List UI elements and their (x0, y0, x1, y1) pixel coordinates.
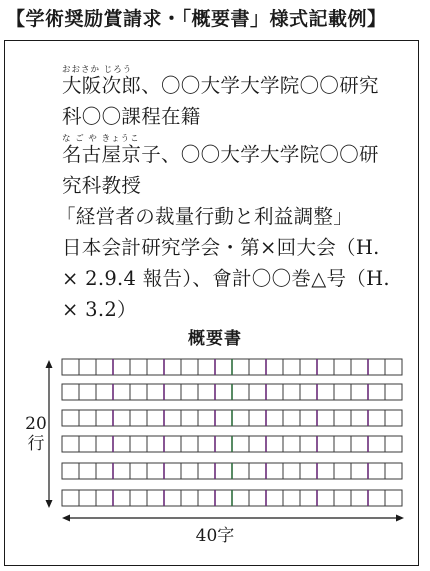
grid-cell (283, 463, 300, 479)
grid-cell (164, 436, 181, 452)
grid-cell (232, 384, 249, 400)
page-heading: 【学術奨励賞請求・「概要書」様式記載例】 (6, 8, 387, 30)
grid-cell (385, 359, 402, 375)
grid-cell (334, 436, 351, 452)
grid-cell (385, 463, 402, 479)
grid-cell (113, 384, 130, 400)
grid-cell (181, 384, 198, 400)
grid-cell (198, 490, 215, 506)
grid-cell (130, 359, 147, 375)
grid-cell (164, 359, 181, 375)
grid-cell (215, 436, 232, 452)
grid-cell (266, 410, 283, 426)
grid-cell (249, 436, 266, 452)
grid-cell (147, 384, 164, 400)
grid-cell (232, 490, 249, 506)
publication-line1: 日本会計研究学会・第×回大会（H. (62, 236, 380, 259)
grid-cell (283, 359, 300, 375)
grid-cell (62, 436, 79, 452)
grid-cell (79, 436, 96, 452)
grid-cell (79, 359, 96, 375)
grid-cell (283, 490, 300, 506)
grid-cell (181, 463, 198, 479)
grid-cell (317, 410, 334, 426)
grid-cell (283, 436, 300, 452)
publication-line2: × 2.9.4 報告）、會計〇〇巻△号（H. (62, 267, 390, 290)
grid-cell (130, 410, 147, 426)
grid-cell (198, 359, 215, 375)
grid-cell (113, 490, 130, 506)
grid-cell (147, 436, 164, 452)
grid-cell (317, 463, 334, 479)
grid-cell (300, 384, 317, 400)
rows-unit-label: 行 (27, 434, 45, 454)
grid-cell (215, 359, 232, 375)
grid-cell (368, 359, 385, 375)
grid-cell (96, 410, 113, 426)
grid-cell (368, 463, 385, 479)
grid-cell (198, 384, 215, 400)
grid-cell (62, 463, 79, 479)
grid-cell (334, 359, 351, 375)
grid-cell (351, 490, 368, 506)
grid-cell (62, 384, 79, 400)
grid-cell (62, 359, 79, 375)
grid-cell (130, 436, 147, 452)
grid-cell (147, 463, 164, 479)
grid-cell (113, 410, 130, 426)
grid-cell (368, 410, 385, 426)
grid-cell (215, 384, 232, 400)
grid-cell (215, 490, 232, 506)
grid-cell (215, 410, 232, 426)
grid-cell (368, 490, 385, 506)
grid-cell (96, 490, 113, 506)
grid-cells (62, 359, 402, 506)
grid-cell (232, 359, 249, 375)
grid-cell (198, 410, 215, 426)
author1-ruby: おおさか じろう (62, 65, 133, 75)
grid-cell (164, 463, 181, 479)
grid-cell (334, 410, 351, 426)
grid-cell (198, 463, 215, 479)
grid-cell (79, 410, 96, 426)
grid-cell (334, 490, 351, 506)
grid-cell (181, 359, 198, 375)
grid-cell (164, 410, 181, 426)
grid-cell (351, 384, 368, 400)
paper-title: 「経営者の裁量行動と利益調整」 (56, 205, 354, 228)
author1-line1: 大阪次郎、〇〇大学大学院〇〇研究 (62, 74, 379, 97)
grid-cell (232, 410, 249, 426)
grid-cell (96, 436, 113, 452)
summary-title: 概要書 (188, 329, 242, 349)
grid-cell (249, 359, 266, 375)
grid-cell (215, 463, 232, 479)
grid-cell (181, 490, 198, 506)
grid-cell (147, 359, 164, 375)
grid-cell (266, 463, 283, 479)
grid-cell (147, 410, 164, 426)
grid-cell (249, 410, 266, 426)
grid-cell (351, 359, 368, 375)
grid-cell (130, 490, 147, 506)
grid-cell (351, 410, 368, 426)
grid-cell (385, 436, 402, 452)
grid-cell (385, 410, 402, 426)
author2-ruby: な ご や きょうこ (62, 134, 140, 144)
grid-cell (96, 359, 113, 375)
grid-cell (385, 384, 402, 400)
grid-cell (113, 359, 130, 375)
grid-cell (266, 384, 283, 400)
grid-cell (266, 436, 283, 452)
grid-cell (79, 463, 96, 479)
grid-cell (266, 490, 283, 506)
grid-cell (232, 463, 249, 479)
grid-cell (300, 359, 317, 375)
grid-cell (317, 490, 334, 506)
grid-cell (351, 436, 368, 452)
grid-cell (249, 490, 266, 506)
grid-cell (385, 490, 402, 506)
grid-cell (79, 384, 96, 400)
grid-cell (79, 490, 96, 506)
grid-cell (249, 384, 266, 400)
grid-cell (300, 436, 317, 452)
grid-cell (351, 463, 368, 479)
grid-cell (164, 490, 181, 506)
grid-cell (198, 436, 215, 452)
grid-cell (317, 359, 334, 375)
grid-cell (249, 463, 266, 479)
grid-cell (368, 436, 385, 452)
grid-cell (283, 410, 300, 426)
grid-cell (130, 384, 147, 400)
grid-cell (300, 410, 317, 426)
grid-cell (96, 384, 113, 400)
cols-dimension-arrow (62, 515, 404, 522)
grid-cell (368, 384, 385, 400)
grid-cell (317, 384, 334, 400)
grid-cell (181, 410, 198, 426)
author2-line1: 名古屋京子、〇〇大学大学院〇〇研 (62, 143, 379, 166)
publication-line3: × 3.2） (62, 298, 137, 321)
grid-cell (232, 436, 249, 452)
grid-cell (130, 463, 147, 479)
grid-cell (62, 410, 79, 426)
grid-cell (266, 359, 283, 375)
grid-cell (147, 490, 164, 506)
grid-cell (317, 436, 334, 452)
grid-cell (62, 490, 79, 506)
rows-count-label: 20 (25, 414, 47, 434)
grid-cell (164, 384, 181, 400)
grid-cell (334, 384, 351, 400)
author2-line2: 究科教授 (62, 174, 142, 197)
author1-line2: 科〇〇課程在籍 (62, 105, 201, 128)
grid-cell (334, 463, 351, 479)
cols-count-label: 40字 (195, 526, 235, 546)
grid-cell (113, 463, 130, 479)
grid-cell (96, 463, 113, 479)
grid-cell (300, 463, 317, 479)
grid-cell (181, 436, 198, 452)
grid-cell (283, 384, 300, 400)
grid-cell (113, 436, 130, 452)
grid-cell (300, 490, 317, 506)
